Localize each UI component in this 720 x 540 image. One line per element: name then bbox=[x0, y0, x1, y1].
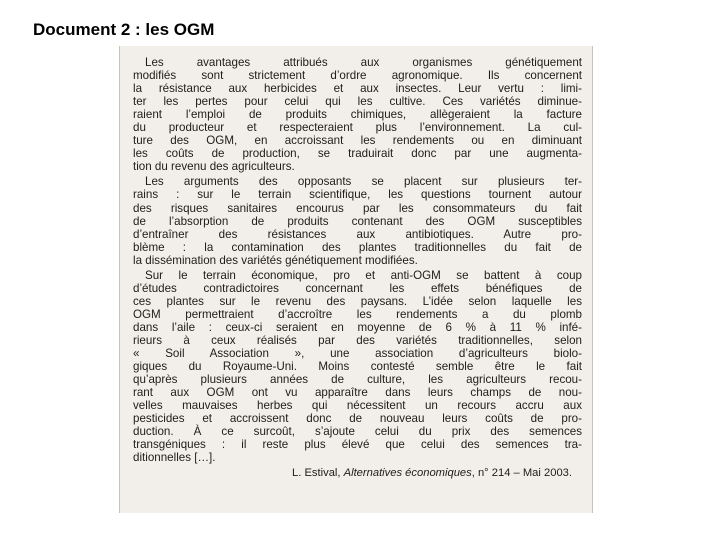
text-line: « Soil Association », une association d’agriculteurs biolo- bbox=[133, 347, 582, 361]
text-line: modifiés sont strictement d’ordre agronomique. Ils concernent bbox=[133, 69, 582, 83]
citation-source bbox=[133, 467, 572, 480]
citation-issue: , n° 214 – Mai 2003. bbox=[471, 467, 572, 480]
text-line: dans l’aile : ceux-ci seraient en moyenne de 6 % à 11 % infé- bbox=[133, 320, 582, 334]
text-line: les coûts de production, se traduirait donc par une augmenta- bbox=[133, 147, 582, 161]
text-line: rains : sur le terrain scientifique, les questions tournent autour bbox=[133, 188, 582, 202]
text-line: Sur le terrain économique, pro et anti-OGM se battent à coup bbox=[145, 268, 582, 282]
text-line: duction. À ce surcoût, s’ajoute celui du prix des semences bbox=[133, 425, 582, 439]
text-line: blème : la contamination des plantes traditionnelles du fait de bbox=[133, 240, 582, 254]
text-line: d’entraîner des résistances aux antibiotiques. Autre pro- bbox=[133, 227, 582, 241]
text-line: Les avantages attribués aux organismes génétiquement bbox=[145, 56, 582, 69]
paragraph-1 bbox=[133, 56, 582, 173]
paragraph-2 bbox=[133, 175, 582, 266]
text-line: qu’après plusieurs années de culture, les agriculteurs recou- bbox=[133, 373, 582, 387]
text-line: du producteur et respecteraient plus l’environnement. La cul- bbox=[133, 121, 582, 135]
text-line: d’études contradictoires concernant les effets bénéfiques de bbox=[133, 281, 582, 295]
text-line: ter les pertes pour celui qui les cultive. Ces variétés diminue- bbox=[133, 95, 582, 109]
text-line: rieurs à ceux réalisés par des variétés traditionnelles, selon bbox=[133, 333, 582, 347]
citation-author: L. Estival, bbox=[292, 467, 341, 480]
text-line: des risques sanitaires encourus par les consommateurs du fait bbox=[133, 201, 582, 215]
scanned-text-excerpt bbox=[119, 46, 593, 513]
text-line: Les arguments des opposants se placent sur plusieurs ter- bbox=[145, 175, 582, 189]
text-line: pesticides et accroissent donc de nouveau leurs coûts de pro- bbox=[133, 412, 582, 426]
text-line: OGM permettraient d’accroître les rendements a du plomb bbox=[133, 307, 582, 321]
text-line: velles mauvaises herbes qui nécessitent un recours accru aux bbox=[133, 399, 582, 413]
text-line: tion du revenu des agriculteurs. bbox=[133, 160, 295, 174]
article-body bbox=[133, 56, 582, 464]
text-line: transgéniques : il reste plus élevé que celui des semences tra- bbox=[133, 438, 582, 452]
text-line: la dissémination des variétés génétiquement modifiées. bbox=[133, 253, 418, 267]
text-line: ces plantes sur le revenu des paysans. L’idée selon laquelle les bbox=[133, 294, 582, 308]
text-line: ditionnelles […]. bbox=[133, 451, 216, 465]
citation-publication: Alternatives économiques bbox=[343, 467, 472, 480]
document-title: Document 2 : les OGM bbox=[33, 20, 215, 39]
text-line: raient l’emploi de produits chimiques, allègeraient la facture bbox=[133, 108, 582, 122]
text-line: giques du Royaume-Uni. Moins contesté semble être le fait bbox=[133, 360, 582, 374]
text-line: ture des OGM, en accroissant les rendements ou en diminuant bbox=[133, 134, 582, 148]
text-line: de l’absorption de produits contenant des OGM susceptibles bbox=[133, 214, 582, 228]
text-line: rant aux OGM ont vu apparaître dans leurs champs de nou- bbox=[133, 386, 582, 400]
text-line: la résistance aux herbicides et aux insectes. Leur vertu : limi- bbox=[133, 82, 582, 96]
paragraph-3 bbox=[133, 269, 582, 465]
